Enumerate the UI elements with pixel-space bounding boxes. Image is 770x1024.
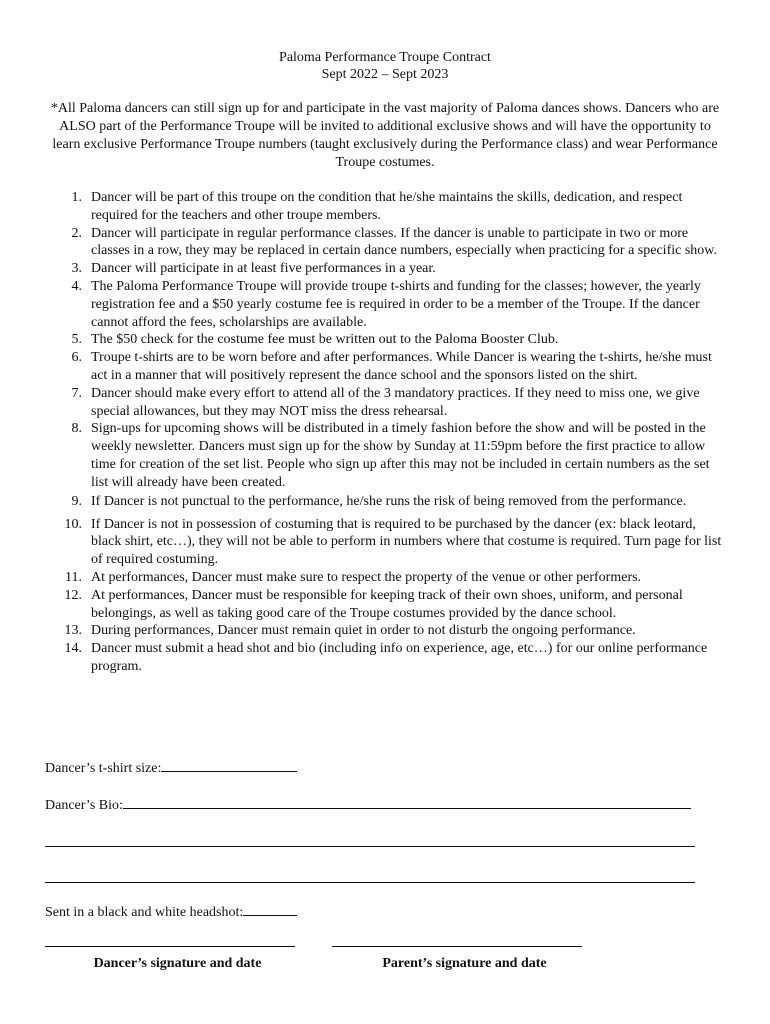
rule-item bbox=[45, 385, 729, 421]
rule-number: 1. bbox=[71, 190, 82, 205]
rule-item bbox=[45, 278, 729, 331]
rule-item bbox=[45, 225, 729, 261]
rule-item bbox=[45, 492, 729, 512]
rule-number: 4. bbox=[71, 278, 82, 294]
document-dates: Sept 2022 – Sept 2023 bbox=[321, 67, 449, 82]
rule-text: Dancer must submit a head shot and bio (including info on experience, age, etc…) for our online performance program. bbox=[91, 641, 708, 674]
rule-number: 9. bbox=[71, 493, 82, 509]
rule-item bbox=[45, 331, 729, 349]
headshot-blank[interactable] bbox=[243, 902, 297, 916]
rule-item bbox=[45, 349, 729, 385]
bio-label: Dancer’s Bio: bbox=[45, 798, 123, 813]
rule-text: Dancer will participate in regular performance classes. If the dancer is unable to participate in two or more classes in a row, they may be replaced in certain dance numbers, especially when practicing for a specific show. bbox=[91, 225, 717, 259]
rule-text: At performances, Dancer must be responsible for keeping track of their own shoes, uniform, and personal belongings, as well as taking good care of the Troupe costumes provided by the dance school. bbox=[91, 587, 683, 621]
rule-item bbox=[45, 587, 729, 623]
rule-number: 8. bbox=[71, 421, 82, 437]
rule-text: During performances, Dancer must remain quiet in order to not disturb the ongoing performance. bbox=[91, 623, 636, 639]
rule-item bbox=[45, 516, 729, 569]
rule-number: 2. bbox=[71, 225, 82, 241]
rule-text: Sign-ups for upcoming shows will be distributed in a timely fashion before the show and will be posted in the weekly newsletter. Dancers must sign up for the show by Sunday at 11:59pm before the first practice to allow time for creation of the set list. People who sign up after this may not be included in certain numbers as the set list will already have been created. bbox=[91, 421, 710, 490]
rule-item bbox=[45, 640, 729, 676]
rule-number: 5. bbox=[71, 332, 82, 348]
rule-number: 6. bbox=[71, 350, 82, 366]
bio-blank-line-3[interactable] bbox=[45, 882, 695, 883]
dancer-signature-label: Dancer’s signature and date bbox=[93, 956, 262, 971]
headshot-label: Sent in a black and white headshot: bbox=[45, 905, 244, 920]
rule-item bbox=[45, 420, 729, 491]
parent-signature-line[interactable] bbox=[332, 946, 582, 947]
rule-number: 10. bbox=[64, 516, 82, 532]
rule-text: At performances, Dancer must make sure to respect the property of the venue or other performers. bbox=[91, 569, 642, 585]
tshirt-size-label: Dancer’s t-shirt size: bbox=[45, 761, 162, 776]
dancer-signature-line[interactable] bbox=[45, 946, 295, 947]
rule-number: 13. bbox=[64, 623, 82, 639]
rule-item bbox=[45, 260, 729, 278]
bio-blank-line-2[interactable] bbox=[45, 846, 695, 847]
rule-number: 3. bbox=[71, 261, 82, 277]
bio-field bbox=[45, 795, 691, 814]
rule-text: The $50 check for the costume fee must be written out to the Paloma Booster Club. bbox=[91, 332, 559, 348]
rule-number: 12. bbox=[64, 587, 82, 603]
bio-blank-line-1[interactable] bbox=[123, 795, 691, 809]
intro-paragraph: *All Paloma dancers can still sign up for and participate in the vast majority of Paloma dances shows. Dancers who are ALSO part of the Performance Troupe will be invited to additional exclusive shows and will have the opportunity to learn exclusive Performance Troupe numbers (taught exclusively during the Performance class) and wear Performance Troupe costumes. bbox=[50, 101, 720, 170]
headshot-field bbox=[45, 902, 297, 921]
rule-number: 7. bbox=[71, 385, 82, 401]
rule-item bbox=[45, 569, 729, 587]
rule-text: Dancer will participate in at least five performances in a year. bbox=[91, 261, 436, 277]
rule-number: 11. bbox=[65, 569, 82, 585]
rule-text: Troupe t-shirts are to be worn before and after performances. While Dancer is wearing the t-shirts, he/she must act in a manner that will positively represent the dance school and the sponsors listed on the shirt. bbox=[91, 350, 712, 383]
tshirt-size-blank[interactable] bbox=[161, 758, 297, 772]
rule-text: The Paloma Performance Troupe will provide troupe t-shirts and funding for the classes; however, the yearly registration fee and a $50 yearly costume fee is required in order to be a member of the Troupe. If the dancer cannot afford the fees, scholarships are available. bbox=[91, 278, 701, 330]
rule-text: If Dancer is not punctual to the performance, he/she runs the risk of being removed from the performance. bbox=[91, 493, 687, 509]
rule-item bbox=[45, 622, 729, 640]
rule-item bbox=[45, 189, 729, 225]
rule-text: Dancer should make every effort to attend all of the 3 mandatory practices. If they need to miss one, we give special allowances, but they may NOT miss the dress rehearsal. bbox=[91, 385, 700, 419]
rules-list bbox=[45, 189, 729, 676]
rule-text: If Dancer is not in possession of costuming that is required to be purchased by the dancer (ex: black leotard, black shirt, etc…), they will not be able to perform in numbers where that costume is required. Turn page for list of required costuming. bbox=[91, 516, 722, 568]
rule-text: Dancer will be part of this troupe on the condition that he/she maintains the skills, dedication, and respect required for the teachers and other troupe members. bbox=[91, 190, 683, 223]
tshirt-size-field bbox=[45, 758, 297, 777]
document-title: Paloma Performance Troupe Contract bbox=[279, 50, 491, 65]
parent-signature-label: Parent’s signature and date bbox=[382, 956, 547, 971]
rule-number: 14. bbox=[64, 641, 82, 657]
